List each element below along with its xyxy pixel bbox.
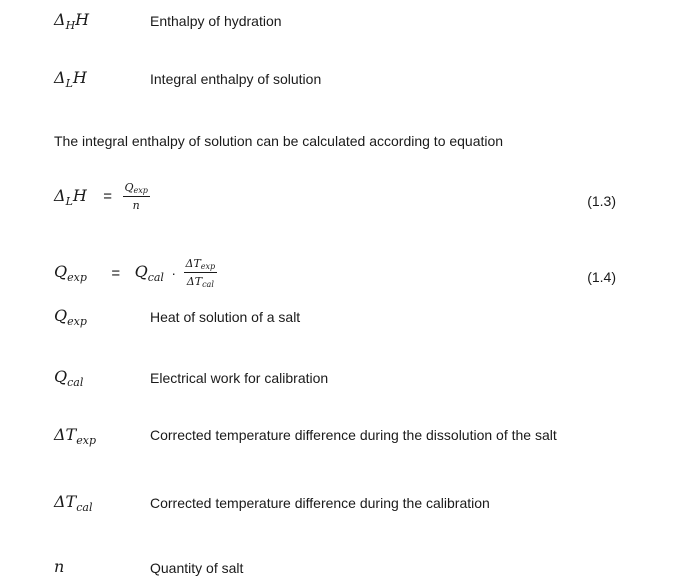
desc-delta-t-cal: Corrected temperature difference during the calibration [150, 495, 490, 511]
symbol-integral-enthalpy: $\Delta_LH$ [54, 68, 87, 90]
desc-integral-enthalpy: Integral enthalpy of solution [150, 71, 322, 87]
equation-number-1-4: (1.4) [587, 269, 616, 285]
eq13-fraction: $\frac{Q_{exp}}{n}$ [124, 181, 148, 212]
equation-1-3 [54, 181, 150, 212]
symbol-delta-t-cal: $\Delta T_{cal}$ [54, 492, 93, 514]
symbol-enthalpy-hydration: $\Delta_HH$ [54, 10, 90, 32]
symbol-n: n [54, 557, 65, 576]
eq14-fraction: $\frac{\Delta T_{exp}}{\Delta T_{cal}}$ [185, 257, 216, 289]
eq14-equals: = [111, 264, 121, 282]
eq14-rhs: $Q_{cal}$ [134, 262, 164, 284]
desc-q-cal: Electrical work for calibration [150, 370, 329, 386]
eq14-lhs: $Q_{exp}$ [54, 262, 87, 284]
desc-q-exp: Heat of solution of a salt [150, 309, 301, 325]
equation-1-4 [54, 257, 217, 289]
eq13-lhs: $\Delta_LH$ [54, 185, 87, 208]
symbol-delta-t-exp: $\Delta T_{exp}$ [54, 425, 96, 447]
equation-number-1-3: (1.3) [587, 193, 616, 209]
symbol-q-exp: $Q_{exp}$ [54, 306, 87, 328]
desc-enthalpy-hydration: Enthalpy of hydration [150, 13, 282, 29]
desc-delta-t-exp: Corrected temperature difference during the dissolution of the salt [150, 427, 557, 443]
eq13-equals: = [103, 188, 113, 205]
symbol-q-cal: $Q_{cal}$ [54, 367, 84, 389]
desc-n: Quantity of salt [150, 560, 244, 576]
eq14-dot: · [171, 265, 177, 281]
intro-paragraph: The integral enthalpy of solution can be calculated according to equation [54, 133, 504, 149]
